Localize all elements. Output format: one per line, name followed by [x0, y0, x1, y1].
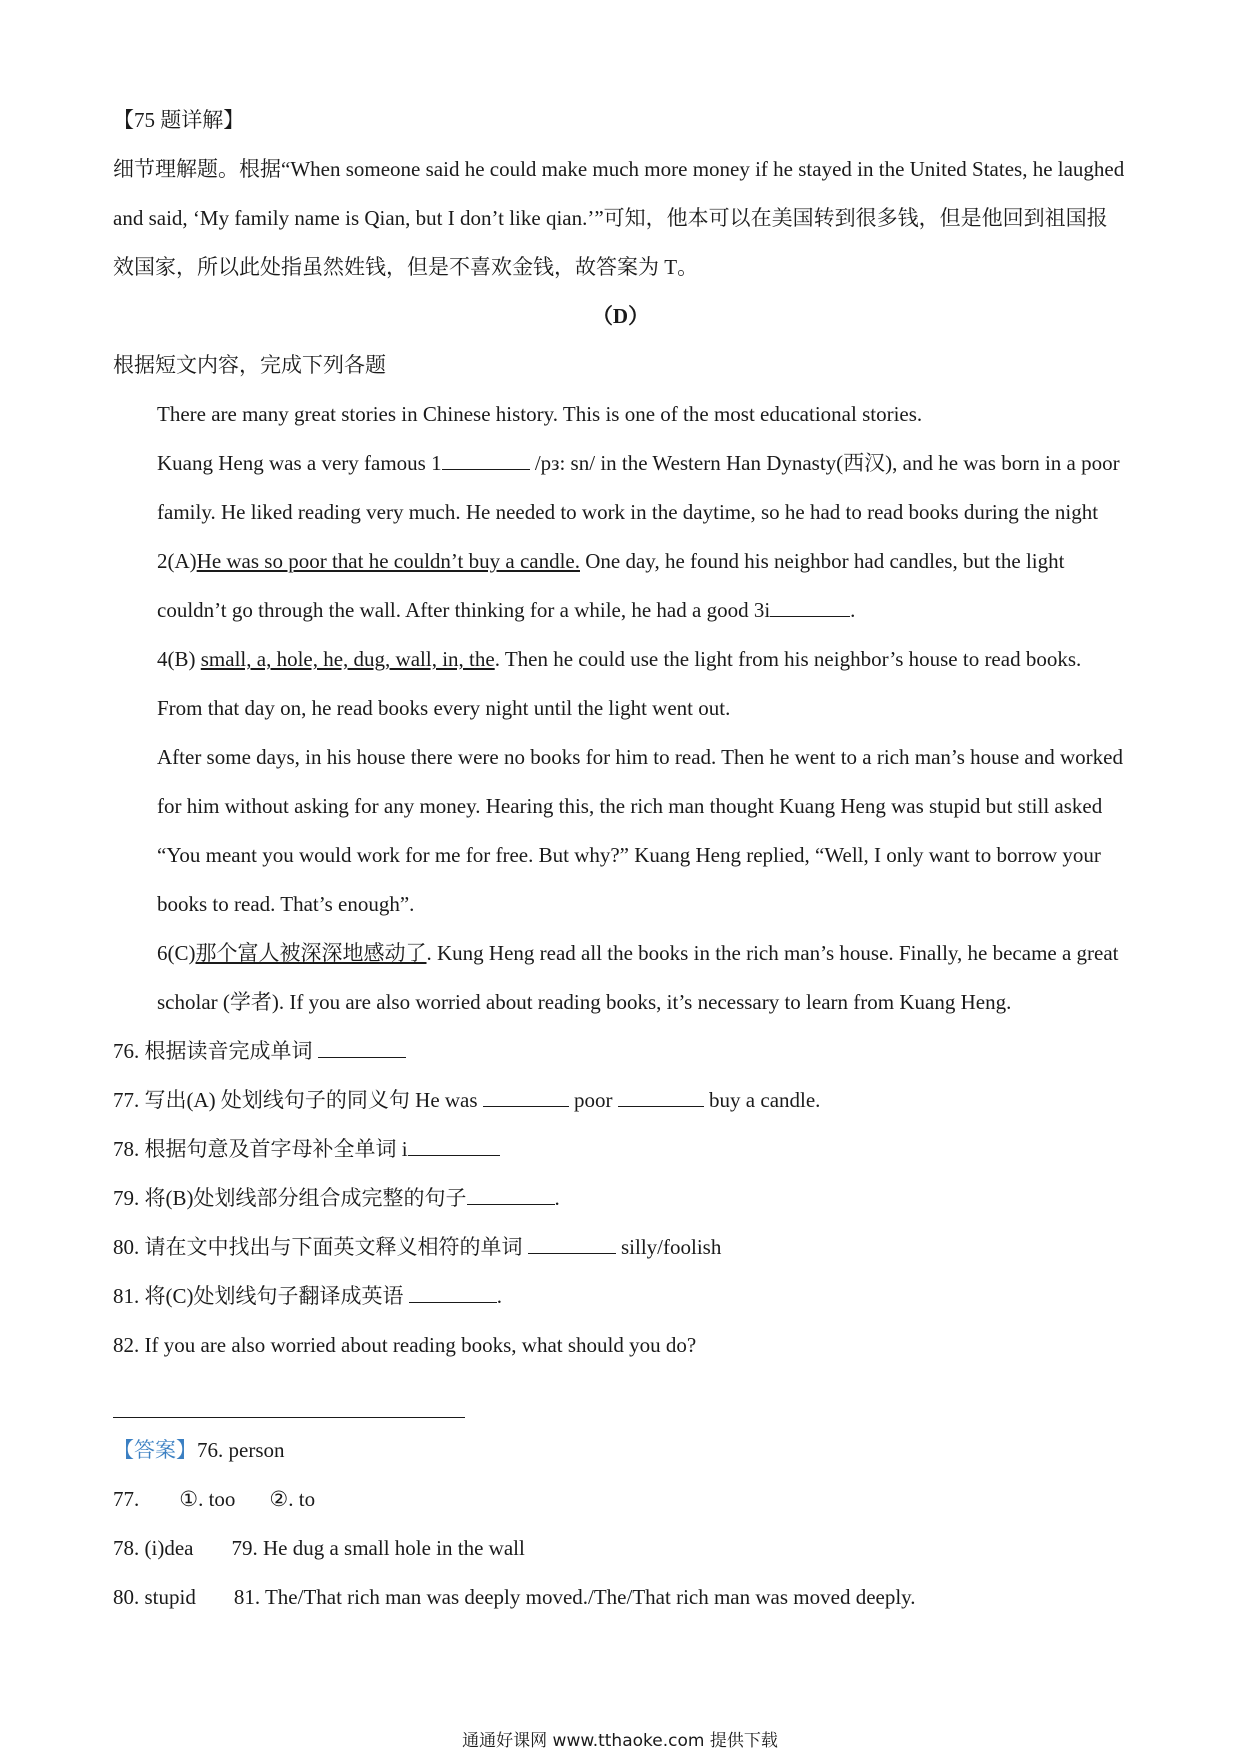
- question-76-text: 76. 根据读音完成单词: [113, 1039, 313, 1063]
- para2-text-a: Kuang Heng was a very famous 1: [157, 451, 442, 475]
- answer-77-number: 77.: [113, 1487, 140, 1511]
- answer-line-76: [113, 1426, 1128, 1475]
- question-81-text: 81. 将(C)处划线句子翻译成英语: [113, 1284, 404, 1308]
- underlined-sentence-a: He was so poor that he couldn’t buy a candle.: [196, 549, 580, 573]
- answer-77-1: ①. too: [179, 1487, 236, 1511]
- answer-78: 78. (i)dea: [113, 1536, 194, 1560]
- question-81-blank: [409, 1284, 497, 1303]
- document-body: [113, 96, 1128, 1622]
- para2-text-c: One day, he found his neighbor had candles, but the light couldn’t go through the wall. After thinking for a while, he had a good 3i: [157, 549, 1065, 622]
- section-title: （D）: [591, 304, 650, 328]
- question-80-definition: silly/foolish: [621, 1235, 722, 1259]
- answer-separator-line: [113, 1417, 465, 1418]
- answer-80: 80. stupid: [113, 1585, 196, 1609]
- question-78: [113, 1125, 1128, 1174]
- question-79: [113, 1174, 1128, 1223]
- question-79-blank: [467, 1186, 555, 1205]
- question-77-text-a: 77. 写出(A) 处划线句子的同义句 He was: [113, 1088, 478, 1112]
- question-80-blank: [528, 1235, 616, 1254]
- instruction-text: 根据短文内容，完成下列各题: [113, 353, 386, 377]
- para5-text-a: 6(C): [157, 941, 196, 965]
- para2-text-b: /pз: sn/ in the Western Han Dynasty(西汉), and he was born in a poor family. He liked reading very much. He needed to work in the daytime, so he had to read books during the night 2(A): [157, 451, 1120, 573]
- answer-blank-3: [770, 598, 850, 617]
- question-76-blank: [318, 1039, 406, 1058]
- question-81: [113, 1272, 1128, 1321]
- answer-line-77: [113, 1475, 1128, 1524]
- passage-paragraph-2: [113, 439, 1128, 635]
- answer-line-78-79: [113, 1524, 1128, 1573]
- question-82: 82. If you are also worried about reading books, what should you do?: [113, 1333, 697, 1357]
- answer-tag: 【答案】: [113, 1438, 197, 1462]
- question-77-blank-1: [483, 1088, 569, 1107]
- question-77-blank-2: [618, 1088, 704, 1107]
- answer-77-2: ②. to: [269, 1487, 316, 1511]
- question-79-text: 79. 将(B)处划线部分组合成完整的句子: [113, 1186, 467, 1210]
- para3-text-a: 4(B): [157, 647, 201, 671]
- question-79-period: .: [554, 1186, 560, 1210]
- question-81-period: .: [496, 1284, 502, 1308]
- question-80: [113, 1223, 1128, 1272]
- question-76: [113, 1027, 1128, 1076]
- page-footer: 通通好课网 www.tthaoke.com 提供下载: [462, 1731, 778, 1751]
- para2-text-d: .: [850, 598, 856, 622]
- answer-line-80-81: [113, 1573, 1128, 1622]
- question-78-blank: [408, 1137, 500, 1156]
- passage-paragraph-4: After some days, in his house there were no books for him to read. Then he went to a rich man’s house and worked for him without asking for any money. Hearing this, the rich man thought Kuang Heng was stupid but still asked “You meant you would work for me for free. But why?” Kuang Heng replied, “Well, I only want to borrow your books to read. That’s enough”.: [157, 745, 1123, 916]
- answer-76: 76. person: [197, 1438, 285, 1462]
- passage-paragraph-1: There are many great stories in Chinese history. This is one of the most educational stories.: [157, 402, 923, 426]
- answer-79: 79. He dug a small hole in the wall: [231, 1536, 525, 1560]
- passage-paragraph-5: [113, 929, 1128, 1027]
- question-77-text-c: buy a candle.: [709, 1088, 821, 1112]
- answer-blank-1: [442, 451, 530, 470]
- question-78-text: 78. 根据句意及首字母补全单词 i: [113, 1137, 408, 1161]
- explanation-header-75: 【75 题详解】: [113, 108, 245, 132]
- underlined-words-b: small, a, hole, he, dug, wall, in, the: [200, 647, 495, 671]
- question-80-text: 80. 请在文中找出与下面英文释义相符的单词: [113, 1235, 523, 1259]
- para5-text-b: . Kung Heng read all the books in the rich man’s house. Finally, he became a great scholar (学者). If you are also worried about reading books, it’s necessary to learn from Kuang Heng.: [157, 941, 1119, 1014]
- answer-81: 81. The/That rich man was deeply moved./The/That rich man was moved deeply.: [233, 1585, 916, 1609]
- question-77-text-b: poor: [574, 1088, 613, 1112]
- passage-paragraph-3: [113, 635, 1128, 733]
- question-77: [113, 1076, 1128, 1125]
- explanation-text-75: 细节理解题。根据“When someone said he could make much more money if he stayed in the United States, he laughed and said, ‘My family name is Qian, but I don’t like qian.’”可知，他本可以在美国转到很多钱，但是他回到祖国报效国家，所以此处指虽然姓钱，但是不喜欢金钱，故答案为 T。: [113, 157, 1125, 279]
- para3-text-b: . Then he could use the light from his neighbor’s house to read books. From that day on, he read books every night until the light went out.: [157, 647, 1082, 720]
- underlined-sentence-c: 那个富人被深深地感动了: [195, 941, 427, 965]
